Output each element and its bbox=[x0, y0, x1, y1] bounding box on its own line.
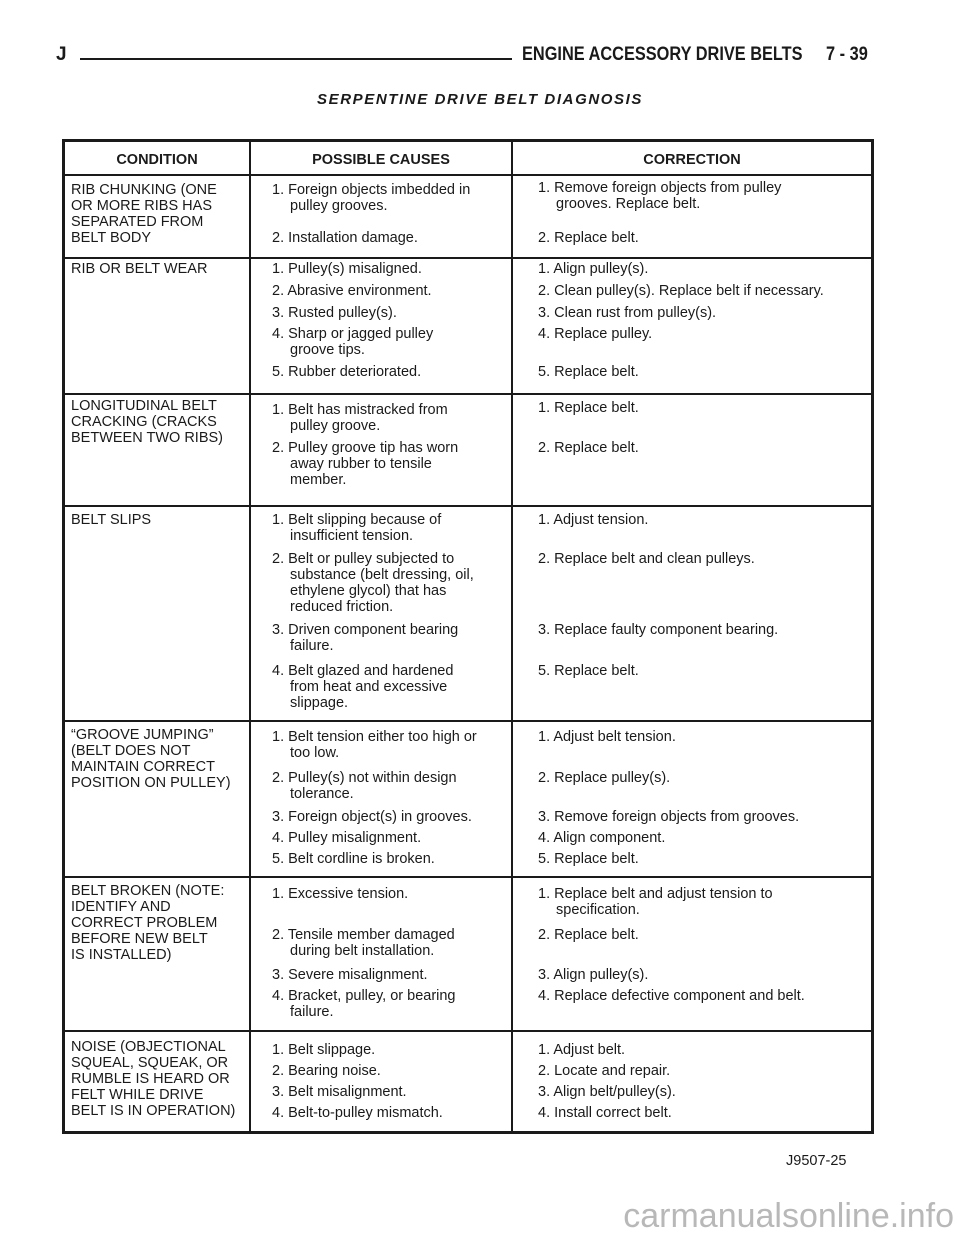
correction-text: 2. Replace belt. bbox=[538, 927, 639, 943]
correction-text: 1. Adjust belt. bbox=[538, 1042, 626, 1058]
possible-cause-text: 5. Belt cordline is broken. bbox=[272, 851, 435, 867]
possible-cause-text: 2. Pulley(s) not within design bbox=[272, 770, 457, 786]
possible-cause-text: too low. bbox=[290, 745, 340, 761]
column-header-possible-causes: POSSIBLE CAUSES bbox=[312, 152, 450, 168]
column-header-correction: CORRECTION bbox=[643, 152, 741, 168]
correction-text: 5. Replace belt. bbox=[538, 364, 639, 380]
possible-cause-text: from heat and excessive bbox=[290, 679, 448, 695]
possible-cause-text: substance (belt dressing, oil, bbox=[290, 567, 474, 583]
correction-text: 2. Locate and repair. bbox=[538, 1063, 671, 1079]
possible-cause-text: 2. Belt or pulley subjected to bbox=[272, 551, 455, 567]
row-divider bbox=[65, 720, 871, 722]
possible-cause-text: 1. Foreign objects imbedded in bbox=[272, 182, 471, 198]
correction-text: grooves. Replace belt. bbox=[556, 196, 701, 212]
possible-cause-text: failure. bbox=[290, 1004, 334, 1020]
possible-cause-text: 3. Severe misalignment. bbox=[272, 967, 428, 983]
column-divider-2 bbox=[511, 142, 513, 1131]
possible-cause-text: away rubber to tensile bbox=[290, 456, 432, 472]
possible-cause-text: 2. Installation damage. bbox=[272, 230, 418, 246]
row-divider bbox=[65, 1030, 871, 1032]
row-divider bbox=[65, 876, 871, 878]
condition-text: BEFORE NEW BELT bbox=[71, 931, 208, 947]
row-divider bbox=[65, 505, 871, 507]
correction-text: 1. Replace belt. bbox=[538, 400, 639, 416]
possible-cause-text: failure. bbox=[290, 638, 334, 654]
possible-cause-text: 1. Excessive tension. bbox=[272, 886, 409, 902]
possible-cause-text: 1. Belt slippage. bbox=[272, 1042, 376, 1058]
correction-text: 2. Replace belt and clean pulleys. bbox=[538, 551, 755, 567]
condition-text: BELT SLIPS bbox=[71, 512, 152, 528]
possible-cause-text: 4. Belt-to-pulley mismatch. bbox=[272, 1105, 443, 1121]
condition-text: FELT WHILE DRIVE bbox=[71, 1087, 204, 1103]
row-divider bbox=[65, 393, 871, 395]
possible-cause-text: 3. Rusted pulley(s). bbox=[272, 305, 397, 321]
condition-text: SEPARATED FROM bbox=[71, 214, 204, 230]
possible-cause-text: during belt installation. bbox=[290, 943, 435, 959]
correction-text: 3. Remove foreign objects from grooves. bbox=[538, 809, 800, 825]
correction-text: 1. Adjust tension. bbox=[538, 512, 649, 528]
condition-text: “GROOVE JUMPING” bbox=[71, 727, 214, 743]
possible-cause-text: 2. Abrasive environment. bbox=[272, 283, 432, 299]
condition-text: RIB CHUNKING (ONE bbox=[71, 182, 217, 198]
correction-text: 1. Remove foreign objects from pulley bbox=[538, 180, 782, 196]
possible-cause-text: 1. Belt slipping because of bbox=[272, 512, 442, 528]
figure-id: J9507-25 bbox=[786, 1153, 847, 1169]
correction-text: 3. Align pulley(s). bbox=[538, 967, 649, 983]
possible-cause-text: 3. Driven component bearing bbox=[272, 622, 459, 638]
correction-text: 1. Align pulley(s). bbox=[538, 261, 649, 277]
correction-text: 3. Replace faulty component bearing. bbox=[538, 622, 779, 638]
condition-text: BELT BROKEN (NOTE: bbox=[71, 883, 225, 899]
possible-cause-text: reduced friction. bbox=[290, 599, 394, 615]
possible-cause-text: 1. Belt has mistracked from bbox=[272, 402, 448, 418]
correction-text: 4. Install correct belt. bbox=[538, 1105, 672, 1121]
correction-text: 1. Adjust belt tension. bbox=[538, 729, 676, 745]
column-header-condition: CONDITION bbox=[116, 152, 198, 168]
correction-text: 5. Replace belt. bbox=[538, 851, 639, 867]
condition-text: IS INSTALLED) bbox=[71, 947, 172, 963]
header-row-divider bbox=[65, 174, 871, 176]
condition-text: MAINTAIN CORRECT bbox=[71, 759, 215, 775]
possible-cause-text: 2. Tensile member damaged bbox=[272, 927, 455, 943]
possible-cause-text: 4. Pulley misalignment. bbox=[272, 830, 422, 846]
condition-text: SQUEAL, SQUEAK, OR bbox=[71, 1055, 229, 1071]
condition-text: BETWEEN TWO RIBS) bbox=[71, 430, 223, 446]
possible-cause-text: 3. Belt misalignment. bbox=[272, 1084, 407, 1100]
condition-text: RUMBLE IS HEARD OR bbox=[71, 1071, 230, 1087]
possible-cause-text: insufficient tension. bbox=[290, 528, 414, 544]
page-number: 7 - 39 bbox=[826, 44, 868, 65]
document-title: SERPENTINE DRIVE BELT DIAGNOSIS bbox=[316, 91, 644, 108]
correction-text: 2. Clean pulley(s). Replace belt if necessary. bbox=[538, 283, 824, 299]
possible-cause-text: 2. Pulley groove tip has worn bbox=[272, 440, 459, 456]
possible-cause-text: 1. Pulley(s) misaligned. bbox=[272, 261, 422, 277]
condition-text: CRACKING (CRACKS bbox=[71, 414, 217, 430]
condition-text: BELT BODY bbox=[71, 230, 152, 246]
section-letter: J bbox=[56, 44, 67, 65]
condition-text: OR MORE RIBS HAS bbox=[71, 198, 212, 214]
correction-text: 2. Replace belt. bbox=[538, 440, 639, 456]
possible-cause-text: pulley grooves. bbox=[290, 198, 388, 214]
possible-cause-text: slippage. bbox=[290, 695, 349, 711]
correction-text: 1. Replace belt and adjust tension to bbox=[538, 886, 773, 902]
condition-text: LONGITUDINAL BELT bbox=[71, 398, 217, 414]
possible-cause-text: 2. Bearing noise. bbox=[272, 1063, 381, 1079]
possible-cause-text: ethylene glycol) that has bbox=[290, 583, 447, 599]
correction-text: 3. Align belt/pulley(s). bbox=[538, 1084, 676, 1100]
correction-text: 4. Replace pulley. bbox=[538, 326, 653, 342]
possible-cause-text: tolerance. bbox=[290, 786, 354, 802]
row-divider bbox=[65, 257, 871, 259]
correction-text: 4. Align component. bbox=[538, 830, 666, 846]
possible-cause-text: 1. Belt tension either too high or bbox=[272, 729, 477, 745]
possible-cause-text: 5. Rubber deteriorated. bbox=[272, 364, 422, 380]
watermark: carmanualsonline.info bbox=[623, 1197, 954, 1235]
condition-text: NOISE (OBJECTIONAL bbox=[71, 1039, 226, 1055]
correction-text: 2. Replace belt. bbox=[538, 230, 639, 246]
possible-cause-text: groove tips. bbox=[290, 342, 365, 358]
section-title: ENGINE ACCESSORY DRIVE BELTS bbox=[522, 44, 803, 65]
condition-text: RIB OR BELT WEAR bbox=[71, 261, 208, 277]
correction-text: 4. Replace defective component and belt. bbox=[538, 988, 805, 1004]
correction-text: 3. Clean rust from pulley(s). bbox=[538, 305, 717, 321]
condition-text: (BELT DOES NOT bbox=[71, 743, 191, 759]
condition-text: IDENTIFY AND bbox=[71, 899, 171, 915]
header-rule bbox=[80, 58, 512, 60]
possible-cause-text: 4. Belt glazed and hardened bbox=[272, 663, 454, 679]
possible-cause-text: member. bbox=[290, 472, 347, 488]
possible-cause-text: 4. Sharp or jagged pulley bbox=[272, 326, 434, 342]
possible-cause-text: pulley groove. bbox=[290, 418, 381, 434]
condition-text: BELT IS IN OPERATION) bbox=[71, 1103, 236, 1119]
correction-text: specification. bbox=[556, 902, 640, 918]
condition-text: CORRECT PROBLEM bbox=[71, 915, 218, 931]
correction-text: 2. Replace pulley(s). bbox=[538, 770, 671, 786]
possible-cause-text: 3. Foreign object(s) in grooves. bbox=[272, 809, 472, 825]
column-divider-1 bbox=[249, 142, 251, 1131]
diagnosis-table bbox=[62, 139, 874, 1134]
correction-text: 5. Replace belt. bbox=[538, 663, 639, 679]
possible-cause-text: 4. Bracket, pulley, or bearing bbox=[272, 988, 456, 1004]
condition-text: POSITION ON PULLEY) bbox=[71, 775, 231, 791]
